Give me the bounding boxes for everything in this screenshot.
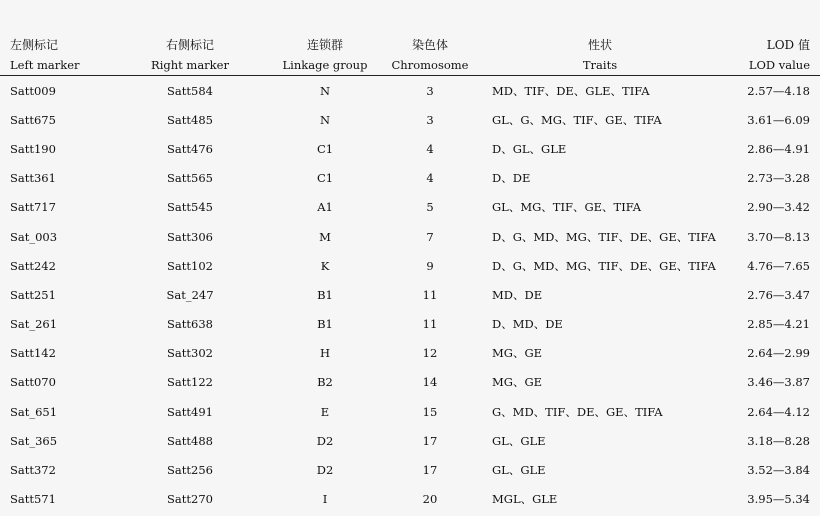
linkage-group-cell: C1 (316, 141, 334, 156)
lod-value-cell: 2.57—4.18 (747, 83, 810, 98)
table-row (0, 397, 820, 426)
linkage-group-cell: D2 (316, 463, 334, 478)
lod-value-cell: 2.76—3.47 (747, 287, 810, 302)
left-marker-cell: Sat_651 (10, 404, 58, 419)
chromosome-cell: 5 (426, 200, 434, 215)
right-marker-cell: Satt102 (167, 258, 213, 273)
right-marker-cell: Satt638 (167, 317, 213, 332)
left-marker-cell: Satt190 (10, 141, 56, 156)
table-row (0, 222, 820, 251)
right-marker-cell: Satt122 (167, 375, 213, 390)
right-marker-cell: Satt476 (167, 141, 213, 156)
header-left-marker-zh: 左侧标记 (10, 38, 59, 52)
right-marker-cell: Satt584 (167, 83, 213, 98)
table-row (0, 339, 820, 368)
traits-cell: D、GL、GLE (492, 141, 567, 156)
right-marker-cell: Sat_247 (166, 287, 214, 302)
traits-cell: D、G、MD、MG、TIF、DE、GE、TIFA (492, 258, 716, 273)
table-row (0, 310, 820, 339)
header-chromosome-zh: 染色体 (411, 38, 448, 52)
right-marker-cell: Satt488 (167, 433, 213, 448)
lod-value-cell: 3.46—3.87 (747, 375, 810, 390)
header-lod-zh: LOD 值 (766, 38, 810, 52)
traits-cell: MD、TIF、DE、GLE、TIFA (492, 83, 650, 98)
left-marker-cell: Satt361 (10, 171, 56, 186)
left-marker-cell: Sat_261 (10, 317, 58, 332)
lod-value-cell: 2.64—2.99 (747, 346, 810, 361)
traits-cell: GL、GLE (492, 433, 546, 448)
chromosome-cell: 9 (426, 258, 434, 273)
traits-cell: MGL、GLE (492, 492, 558, 507)
table-row (0, 251, 820, 280)
right-marker-cell: Satt491 (167, 404, 213, 419)
traits-cell: D、G、MD、MG、TIF、DE、GE、TIFA (492, 229, 716, 244)
right-marker-cell: Satt302 (167, 346, 213, 361)
lod-value-cell: 2.85—4.21 (747, 317, 810, 332)
lod-value-cell: 3.52—3.84 (747, 463, 810, 478)
traits-cell: MG、GE (492, 346, 543, 361)
header-linkage-group-zh: 连锁群 (306, 38, 343, 52)
lod-value-cell: 3.95—5.34 (747, 492, 810, 507)
table-row (0, 164, 820, 193)
linkage-group-cell: M (319, 229, 331, 244)
left-marker-cell: Satt009 (10, 83, 56, 98)
lod-value-cell: 2.73—3.28 (747, 171, 810, 186)
traits-cell: D、DE (492, 171, 531, 186)
header-lod-en: LOD value (730, 55, 820, 76)
lod-value-cell: 2.64—4.12 (747, 404, 810, 419)
chromosome-cell: 14 (422, 375, 438, 390)
lod-value-cell: 4.76—7.65 (747, 258, 810, 273)
table-row (0, 485, 820, 514)
chromosome-cell: 4 (426, 171, 434, 186)
table-body (0, 76, 820, 514)
right-marker-cell: Satt485 (167, 112, 213, 127)
left-marker-cell: Satt242 (10, 258, 56, 273)
left-marker-cell: Satt675 (10, 112, 56, 127)
lod-value-cell: 3.61—6.09 (747, 112, 810, 127)
linkage-group-cell: N (319, 83, 331, 98)
header-row-english (0, 55, 820, 76)
linkage-group-cell: H (319, 346, 331, 361)
table-row (0, 134, 820, 163)
left-marker-cell: Sat_365 (10, 433, 58, 448)
lod-value-cell: 2.86—4.91 (747, 141, 810, 156)
right-marker-cell: Satt545 (167, 200, 213, 215)
linkage-group-cell: C1 (316, 171, 334, 186)
traits-cell: GL、GLE (492, 463, 546, 478)
traits-cell: G、MD、TIF、DE、GE、TIFA (492, 404, 663, 419)
traits-cell: GL、G、MG、TIF、GE、TIFA (492, 112, 662, 127)
chromosome-cell: 11 (422, 287, 438, 302)
left-marker-cell: Satt142 (10, 346, 56, 361)
left-marker-cell: Satt571 (10, 492, 56, 507)
table-row (0, 455, 820, 484)
table-row (0, 368, 820, 397)
right-marker-cell: Satt270 (167, 492, 213, 507)
header-traits-zh: 性状 (587, 38, 612, 52)
right-marker-cell: Satt256 (167, 463, 213, 478)
traits-cell: MG、GE (492, 375, 543, 390)
table-row (0, 76, 820, 106)
chromosome-cell: 17 (422, 433, 438, 448)
header-row-chinese (0, 36, 820, 55)
lod-value-cell: 3.70—8.13 (747, 229, 810, 244)
table-header (0, 36, 820, 76)
qtl-marker-table (0, 36, 820, 514)
linkage-group-cell: A1 (317, 200, 333, 215)
header-right-marker-zh: 右侧标记 (165, 38, 214, 52)
header-linkage-group-en: Linkage group (260, 55, 390, 76)
right-marker-cell: Satt306 (167, 229, 213, 244)
chromosome-cell: 3 (426, 112, 434, 127)
table-row (0, 280, 820, 309)
linkage-group-cell: B1 (317, 287, 333, 302)
table-row (0, 193, 820, 222)
left-marker-cell: Sat_003 (10, 229, 58, 244)
header-traits-en: Traits (470, 55, 730, 76)
linkage-group-cell: B1 (317, 317, 333, 332)
table-row (0, 105, 820, 134)
linkage-group-cell: B2 (317, 375, 333, 390)
header-left-marker-en: Left marker (0, 55, 120, 76)
left-marker-cell: Satt717 (10, 200, 56, 215)
traits-cell: MD、DE (492, 287, 543, 302)
chromosome-cell: 20 (422, 492, 438, 507)
left-marker-cell: Satt251 (10, 287, 56, 302)
linkage-group-cell: K (320, 258, 330, 273)
lod-value-cell: 2.90—3.42 (747, 200, 810, 215)
header-chromosome-en: Chromosome (390, 55, 470, 76)
chromosome-cell: 12 (422, 346, 438, 361)
chromosome-cell: 3 (426, 83, 434, 98)
traits-cell: GL、MG、TIF、GE、TIFA (492, 200, 642, 215)
linkage-group-cell: I (322, 492, 328, 507)
lod-value-cell: 3.18—8.28 (747, 433, 810, 448)
table-row (0, 426, 820, 455)
left-marker-cell: Satt070 (10, 375, 56, 390)
chromosome-cell: 11 (422, 317, 438, 332)
chromosome-cell: 4 (426, 141, 434, 156)
left-marker-cell: Satt372 (10, 463, 56, 478)
linkage-group-cell: E (320, 404, 330, 419)
chromosome-cell: 7 (426, 229, 434, 244)
traits-cell: D、MD、DE (492, 317, 563, 332)
right-marker-cell: Satt565 (167, 171, 213, 186)
header-right-marker-en: Right marker (120, 55, 260, 76)
chromosome-cell: 17 (422, 463, 438, 478)
linkage-group-cell: N (319, 112, 331, 127)
linkage-group-cell: D2 (316, 433, 334, 448)
chromosome-cell: 15 (422, 404, 438, 419)
qtl-table-container (0, 36, 820, 514)
